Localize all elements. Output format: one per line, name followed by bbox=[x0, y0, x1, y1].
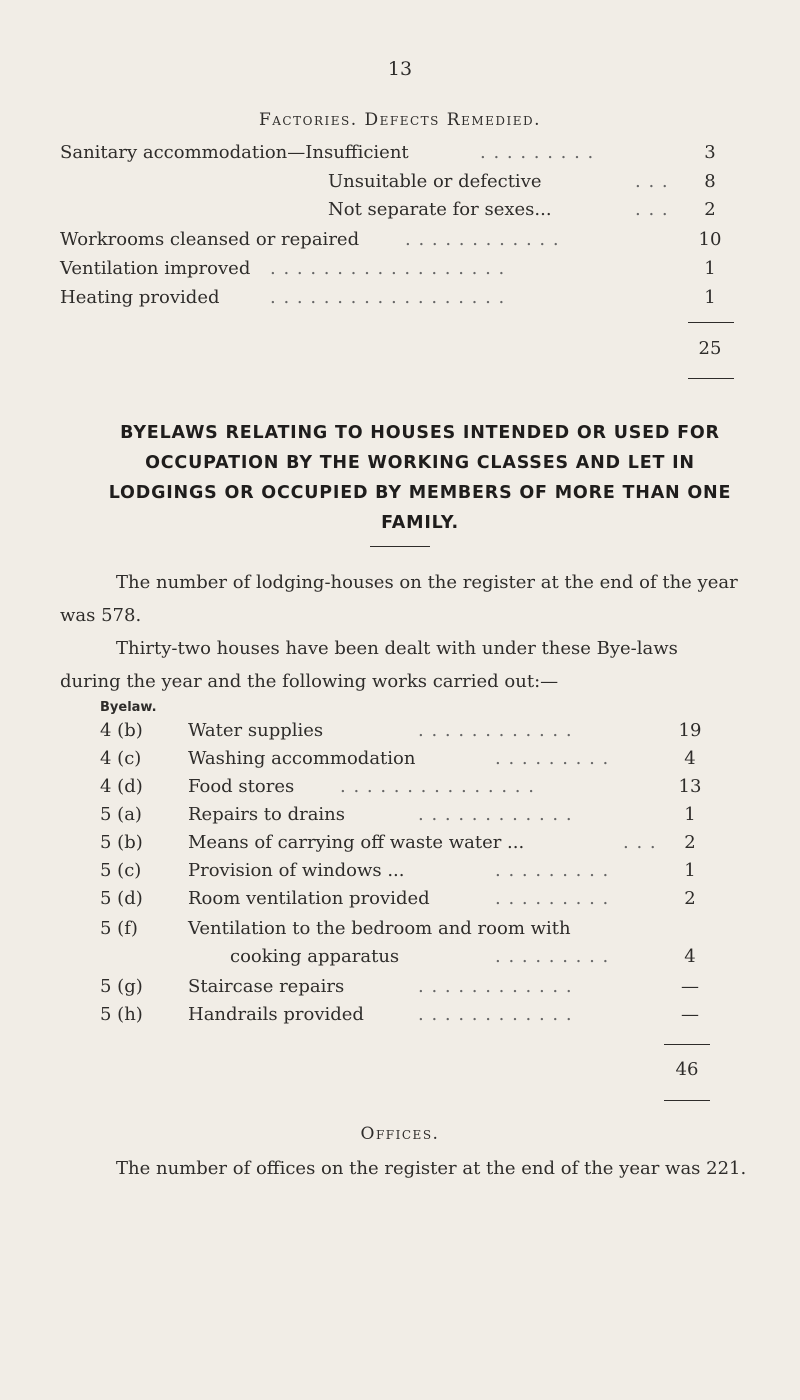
leader-dots: . . . . . . . . . bbox=[495, 888, 610, 909]
list-item bbox=[60, 171, 740, 199]
offices-title: Offices. bbox=[360, 1124, 440, 1144]
table-row bbox=[100, 776, 710, 804]
byelaw-code: 4 (c) bbox=[100, 748, 142, 769]
table-row bbox=[100, 1004, 710, 1032]
list-item bbox=[60, 199, 740, 227]
byelaws-total: 46 bbox=[675, 1059, 699, 1080]
byelaw-code: 5 (b) bbox=[100, 832, 143, 853]
table-row bbox=[100, 804, 710, 832]
list-item bbox=[60, 142, 740, 170]
total-rule bbox=[664, 1100, 710, 1101]
byelaw-column-label: Byelaw. bbox=[100, 700, 157, 715]
row-label: Heating provided bbox=[60, 287, 220, 308]
row-label: Ventilation improved bbox=[60, 258, 251, 279]
leader-dots: . . . . . . . . . . . . bbox=[418, 976, 573, 997]
table-row bbox=[100, 832, 710, 860]
byelaw-description: Water supplies bbox=[188, 720, 324, 741]
byelaw-code: 5 (f) bbox=[100, 918, 138, 939]
table-row bbox=[100, 976, 710, 1004]
table-row bbox=[100, 860, 710, 888]
byelaw-description: cooking apparatus bbox=[230, 946, 400, 967]
list-item bbox=[60, 258, 740, 286]
byelaw-code: 5 (g) bbox=[100, 976, 143, 997]
byelaw-code: 5 (h) bbox=[100, 1004, 143, 1025]
factories-total: 25 bbox=[698, 338, 722, 359]
byelaw-description: Washing accommodation bbox=[188, 748, 416, 769]
total-rule bbox=[688, 378, 734, 379]
table-row bbox=[100, 946, 710, 974]
leader-dots: . . . . . . . . . . . . bbox=[418, 804, 573, 825]
leader-dots: . . . . . . . . . . . . . . . . . . bbox=[270, 258, 506, 279]
byelaw-description: Means of carrying off waste water ... bbox=[188, 832, 525, 853]
row-value: 2 bbox=[704, 199, 716, 220]
leader-dots: . . . . . . . . . bbox=[495, 748, 610, 769]
byelaw-value: 1 bbox=[684, 804, 696, 825]
row-label: Unsuitable or defective bbox=[328, 171, 542, 192]
byelaw-value: 1 bbox=[684, 860, 696, 881]
total-rule bbox=[664, 1044, 710, 1045]
byelaw-description: Ventilation to the bedroom and room with bbox=[188, 918, 571, 939]
byelaw-code: 5 (d) bbox=[100, 888, 143, 909]
row-label: Sanitary accommodation—Insufficient bbox=[60, 142, 409, 163]
byelaw-code: 4 (d) bbox=[100, 776, 143, 797]
row-value: 8 bbox=[704, 171, 716, 192]
byelaw-value: 4 bbox=[684, 946, 696, 967]
row-value: 1 bbox=[704, 287, 716, 308]
byelaw-description: Food stores bbox=[188, 776, 295, 797]
list-item bbox=[60, 229, 740, 257]
byelaw-code: 4 (b) bbox=[100, 720, 143, 741]
byelaw-description: Provision of windows ... bbox=[188, 860, 405, 881]
leader-dots: . . . . . . . . . . . . bbox=[418, 720, 573, 741]
list-item bbox=[60, 287, 740, 315]
row-value: 1 bbox=[704, 258, 716, 279]
works-paragraph: Thirty-two houses have been dealt with under these Bye-laws during the year and the following works carried out:— bbox=[60, 638, 678, 692]
divider bbox=[370, 546, 430, 547]
table-row bbox=[100, 888, 710, 916]
byelaw-description: Staircase repairs bbox=[188, 976, 345, 997]
byelaw-value: — bbox=[681, 976, 699, 997]
page-number: 13 bbox=[387, 58, 413, 80]
byelaw-code: 5 (c) bbox=[100, 860, 142, 881]
table-row bbox=[100, 918, 710, 946]
lodging-houses-paragraph: The number of lodging-houses on the register at the end of the year was 578. bbox=[60, 572, 738, 626]
byelaw-value: 4 bbox=[684, 748, 696, 769]
byelaw-description: Room ventilation provided bbox=[188, 888, 430, 909]
table-row bbox=[100, 720, 710, 748]
row-value: 10 bbox=[698, 229, 722, 250]
byelaw-value: — bbox=[681, 1004, 699, 1025]
row-value: 3 bbox=[704, 142, 716, 163]
leader-dots: . . . . . . . . . . . . . . . bbox=[340, 776, 535, 797]
byelaw-code: 5 (a) bbox=[100, 804, 142, 825]
row-label: Workrooms cleansed or repaired bbox=[60, 229, 360, 250]
byelaws-heading: BYELAWS RELATING TO HOUSES INTENDED OR USED FOR OCCUPATION BY THE WORKING CLASSES AND LET IN LODGINGS OR OCCUPIED BY MEMBERS OF MORE THAN ONE FAMILY. bbox=[108, 423, 732, 533]
table-row bbox=[100, 748, 710, 776]
factories-title: Factories. Defects Remedied. bbox=[258, 110, 542, 130]
leader-dots: . . . bbox=[635, 199, 669, 220]
offices-paragraph: The number of offices on the register at the end of the year was 221. bbox=[116, 1158, 747, 1179]
row-label: Not separate for sexes... bbox=[328, 199, 552, 220]
leader-dots: . . . bbox=[635, 171, 669, 192]
leader-dots: . . . . . . . . . bbox=[480, 142, 595, 163]
leader-dots: . . . . . . . . . bbox=[495, 860, 610, 881]
leader-dots: . . . . . . . . . bbox=[495, 946, 610, 967]
leader-dots: . . . . . . . . . . . . bbox=[418, 1004, 573, 1025]
total-rule bbox=[688, 322, 734, 323]
byelaw-value: 2 bbox=[684, 888, 696, 909]
leader-dots: . . . . . . . . . . . . bbox=[405, 229, 560, 250]
byelaw-description: Repairs to drains bbox=[188, 804, 346, 825]
leader-dots: . . . . . . . . . . . . . . . . . . bbox=[270, 287, 506, 308]
leader-dots: . . . bbox=[623, 832, 657, 853]
byelaw-description: Handrails provided bbox=[188, 1004, 364, 1025]
byelaw-value: 2 bbox=[684, 832, 696, 853]
byelaw-value: 19 bbox=[678, 720, 702, 741]
byelaw-value: 13 bbox=[678, 776, 702, 797]
